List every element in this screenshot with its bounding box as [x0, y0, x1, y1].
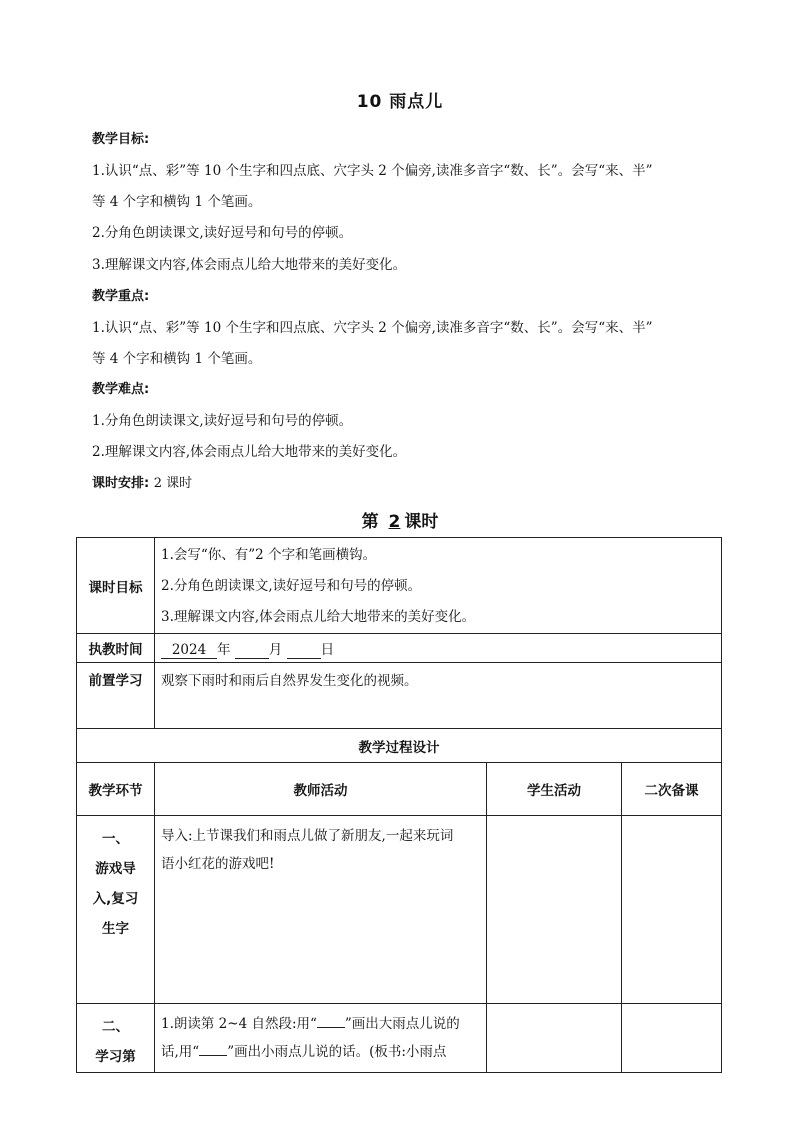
header-stage: 教学环节	[77, 763, 155, 816]
prestudy-label: 前置学习	[77, 663, 155, 729]
process-title-row	[77, 729, 722, 763]
objective-line: 2.分角色朗读课文,读好逗号和句号的停顿。	[92, 225, 353, 241]
process-title: 教学过程设计	[77, 729, 722, 763]
prestudy-cell: 观察下雨时和雨后自然界发生变化的视频。	[155, 663, 722, 729]
date-row	[77, 634, 722, 663]
student-activity-cell	[487, 816, 622, 1004]
teacher-activity-cell	[155, 816, 487, 1004]
underline-blank	[317, 1015, 345, 1028]
schedule-value: 2 课时	[153, 476, 193, 491]
teacher-text: ”画出小雨点儿说的话。(板书:小雨点	[227, 1044, 447, 1060]
date-label: 执教时间	[77, 634, 155, 663]
schedule-label: 课时安排:	[92, 476, 150, 491]
difficulty-line: 1.分角色朗读课文,读好逗号和句号的停顿。	[92, 413, 353, 429]
teacher-line	[161, 1010, 480, 1038]
date-year: 2024	[161, 642, 217, 659]
student-activity-cell	[487, 1004, 622, 1073]
second-prep-cell	[622, 816, 722, 1004]
stage-line: 生字	[102, 921, 129, 937]
date-day-blank	[287, 642, 321, 659]
goal-line: 2.分角色朗读课文,读好逗号和句号的停顿。	[161, 578, 422, 594]
date-day-unit: 日	[320, 641, 335, 658]
goals-row	[77, 538, 722, 634]
second-prep-cell	[622, 1004, 722, 1073]
stage-row	[77, 1004, 722, 1073]
date-month-blank	[235, 642, 269, 659]
stage-cell	[77, 1004, 155, 1073]
prestudy-row	[77, 663, 722, 729]
lesson-plan-table	[76, 537, 722, 1073]
stage-line: 一、	[102, 831, 129, 847]
teacher-text: 1.朗读第 2~4 自然段:用“	[161, 1016, 317, 1032]
stage-line: 入,复习	[92, 891, 139, 907]
date-cell	[155, 634, 722, 663]
teacher-text: ”画出大雨点儿说的	[344, 1016, 460, 1032]
objective-line: 1.认识“点、彩”等 10 个生字和四点底、穴字头 2 个偏旁,读准多音字“数、长”。会写“来、半”	[92, 163, 653, 179]
teacher-line	[161, 1038, 480, 1066]
lesson-number: 2	[388, 512, 401, 532]
stage-line: 二、	[102, 1019, 129, 1035]
stage-cell	[77, 816, 155, 1004]
teacher-line: 导入:上节课我们和雨点儿做了新朋友,一起来玩词	[161, 828, 454, 844]
lesson-title-prefix: 第	[361, 512, 379, 532]
teacher-line: 语小红花的游戏吧!	[161, 856, 275, 872]
objective-line: 3.理解课文内容,体会雨点儿给大地带来的美好变化。	[92, 257, 407, 273]
key-points-heading: 教学重点:	[92, 289, 150, 304]
underline-blank	[199, 1043, 227, 1056]
key-point-line: 等 4 个字和横钩 1 个笔画。	[92, 351, 262, 367]
objective-line: 等 4 个字和横钩 1 个笔画。	[92, 194, 262, 210]
header-teacher: 教师活动	[155, 763, 487, 816]
document-title: 10 雨点儿	[356, 92, 444, 112]
difficulty-line: 2.理解课文内容,体会雨点儿给大地带来的美好变化。	[92, 444, 407, 460]
difficulties-heading: 教学难点:	[92, 382, 150, 397]
stage-row	[77, 816, 722, 1004]
lesson-title-suffix: 课时	[404, 512, 439, 532]
stage-line: 学习第	[95, 1049, 136, 1065]
header-row	[77, 763, 722, 816]
goals-label: 课时目标	[77, 538, 155, 634]
objectives-heading: 教学目标:	[92, 132, 150, 147]
goals-cell	[155, 538, 722, 634]
header-second: 二次备课	[622, 763, 722, 816]
key-point-line: 1.认识“点、彩”等 10 个生字和四点底、穴字头 2 个偏旁,读准多音字“数、长”。会写“来、半”	[92, 320, 653, 336]
teacher-activity-cell	[155, 1004, 487, 1073]
teacher-text: 话,用“	[161, 1044, 200, 1060]
goal-line: 3.理解课文内容,体会雨点儿给大地带来的美好变化。	[161, 609, 476, 625]
lesson-title	[0, 507, 800, 532]
goal-line: 1.会写“你、有”2 个字和笔画横钩。	[161, 547, 377, 563]
stage-line: 游戏导	[95, 861, 136, 877]
header-student: 学生活动	[487, 763, 622, 816]
date-month-unit: 月	[268, 641, 283, 658]
schedule-line	[92, 472, 192, 491]
date-year-unit: 年	[217, 641, 231, 658]
